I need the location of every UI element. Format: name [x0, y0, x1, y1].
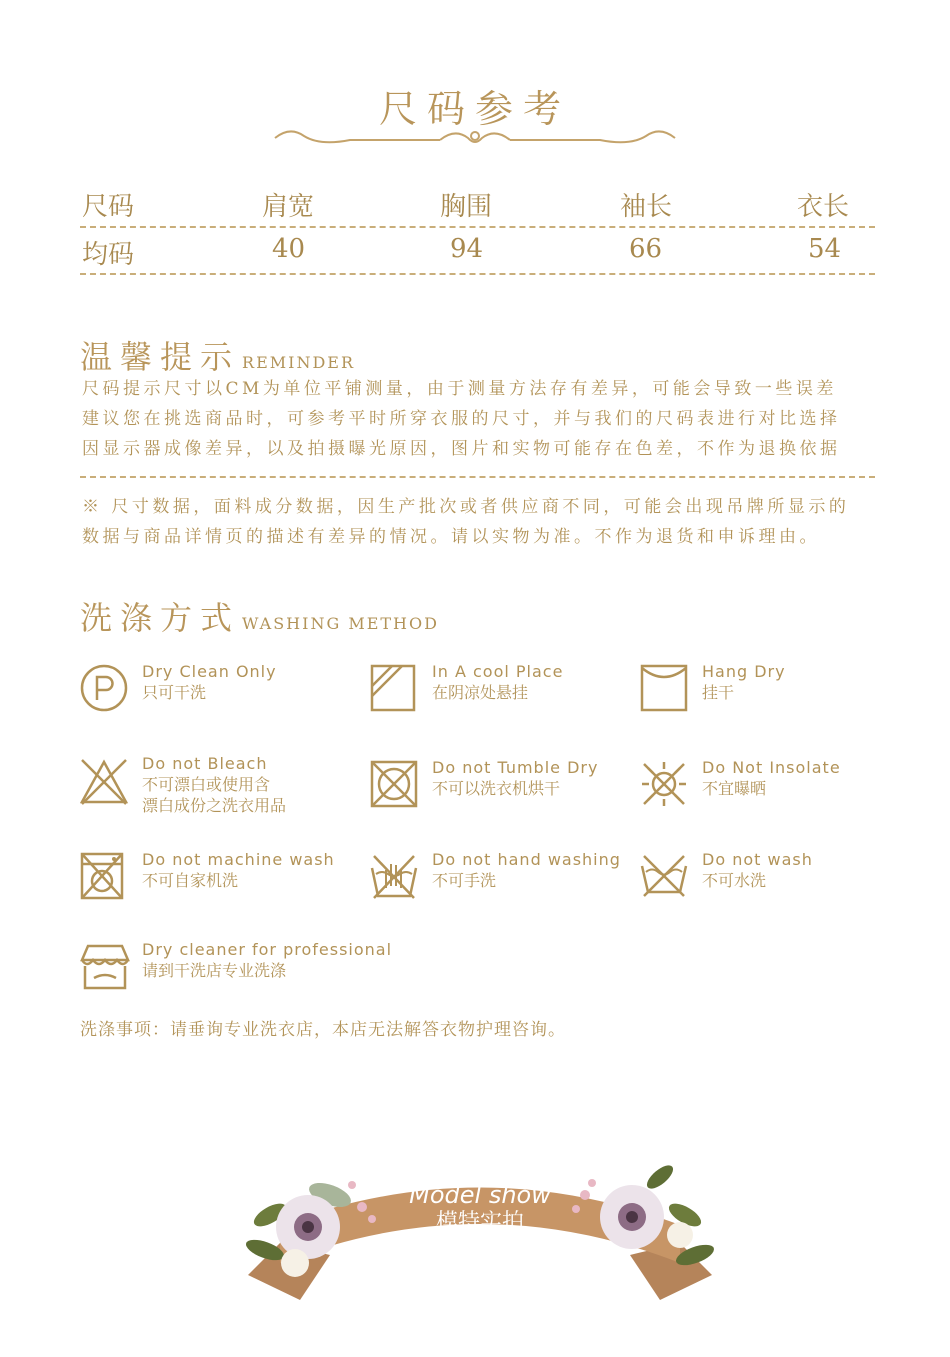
size-cell: 均码	[82, 240, 135, 270]
reminder-heading	[80, 332, 355, 378]
care-item-no-bleach	[80, 756, 360, 816]
care-label-en: Do not Tumble Dry	[432, 758, 599, 777]
no-wash-icon	[640, 852, 690, 902]
care-label-zh: 不可手洗	[432, 871, 497, 890]
size-header-cell: 尺码	[82, 192, 135, 222]
size-table-row	[80, 234, 875, 278]
care-item-professional-dry-clean	[80, 940, 393, 1002]
note-line: ※ 尺寸数据，面料成分数据，因生产批次或者供应商不同，可能会出现吊牌所显示的	[82, 497, 850, 517]
size-header-cell: 袖长	[620, 192, 673, 222]
care-label-zh: 请到干洗店专业洗涤	[142, 961, 287, 980]
hang-dry-icon	[640, 664, 690, 714]
care-label-zh: 挂干	[702, 683, 735, 702]
no-tumble-dry-icon	[370, 760, 420, 810]
care-item-no-tumble-dry	[370, 760, 650, 820]
size-cell: 54	[808, 234, 842, 264]
title-flourish-ornament	[270, 124, 680, 154]
care-label-zh: 只可干洗	[142, 683, 207, 702]
professional-dry-clean-icon	[80, 942, 130, 992]
care-label-en: In A cool Place	[432, 662, 564, 681]
care-label-en: Do not wash	[702, 850, 813, 869]
page-title: 尺码参考	[378, 87, 571, 131]
no-bleach-icon	[80, 756, 130, 806]
cool-place-icon	[370, 664, 420, 714]
size-cell: 66	[629, 234, 663, 264]
care-label-zh: 不可自家机洗	[142, 871, 239, 890]
washing-heading	[80, 593, 439, 639]
reminder-line: 因显示器成像差异，以及拍摄曝光原因，图片和实物可能存在色差，不作为退换依据	[82, 439, 841, 459]
care-label-en: Dry cleaner for professional	[142, 940, 393, 959]
table-divider	[80, 226, 875, 228]
model-show-banner	[240, 1155, 720, 1305]
care-item-hang-dry	[640, 664, 920, 724]
care-label-en: Dry Clean Only	[142, 662, 277, 681]
care-label-zh: 在阴凉处悬挂	[432, 683, 529, 702]
washing-title: 洗涤方式	[80, 599, 241, 637]
note-line: 数据与商品详情页的描述有差异的情况。请以实物为准。不作为退货和申诉理由。	[82, 527, 820, 547]
table-divider	[80, 273, 875, 275]
care-item-no-hand-wash	[370, 852, 650, 912]
care-label-zh: 不可漂白或使用含 漂白成份之洗衣用品	[142, 775, 287, 815]
banner-title-zh: 模特实拍	[435, 1210, 525, 1235]
care-item-cool-place	[370, 664, 650, 724]
reminder-note	[82, 492, 872, 552]
section-divider	[80, 476, 875, 478]
no-hand-wash-icon	[370, 852, 420, 902]
care-item-dry-clean-only	[80, 664, 360, 724]
care-label-en: Do Not Insolate	[702, 758, 841, 777]
dry-clean-p-icon	[80, 664, 130, 714]
no-insolate-icon	[640, 760, 690, 810]
washing-note: 洗涤事项：请垂询专业洗衣店，本店无法解答衣物护理咨询。	[80, 1020, 566, 1040]
size-table-header	[80, 186, 875, 230]
care-item-no-wash	[640, 852, 920, 912]
care-label-zh: 不可水洗	[702, 871, 767, 890]
care-label-zh: 不宜曝晒	[702, 779, 767, 798]
size-header-cell: 胸围	[440, 192, 493, 222]
no-machine-wash-icon	[80, 852, 130, 902]
reminder-text	[82, 374, 872, 464]
care-item-no-insolate	[640, 760, 920, 820]
care-label-en: Hang Dry	[702, 662, 786, 681]
care-label-en: Do not hand washing	[432, 850, 621, 869]
size-cell: 94	[450, 234, 484, 264]
care-label-zh: 不可以洗衣机烘干	[432, 779, 561, 798]
size-cell: 40	[272, 234, 306, 264]
size-header-cell: 衣长	[797, 192, 850, 222]
size-header-cell: 肩宽	[262, 192, 315, 222]
reminder-subtitle: REMINDER	[242, 353, 355, 372]
banner-title-en: Model show	[409, 1181, 551, 1209]
care-label-en: Do not Bleach	[142, 754, 268, 773]
reminder-line: 尺码提示尺寸以CM为单位平铺测量，由于测量方法存有差异，可能会导致一些误差	[82, 379, 837, 399]
care-label-en: Do not machine wash	[142, 850, 335, 869]
care-item-no-machine-wash	[80, 852, 360, 912]
washing-subtitle: WASHING METHOD	[242, 614, 439, 633]
reminder-line: 建议您在挑选商品时，可参考平时所穿衣服的尺寸，并与我们的尺码表进行对比选择	[82, 409, 841, 429]
reminder-title: 温馨提示	[80, 338, 241, 376]
